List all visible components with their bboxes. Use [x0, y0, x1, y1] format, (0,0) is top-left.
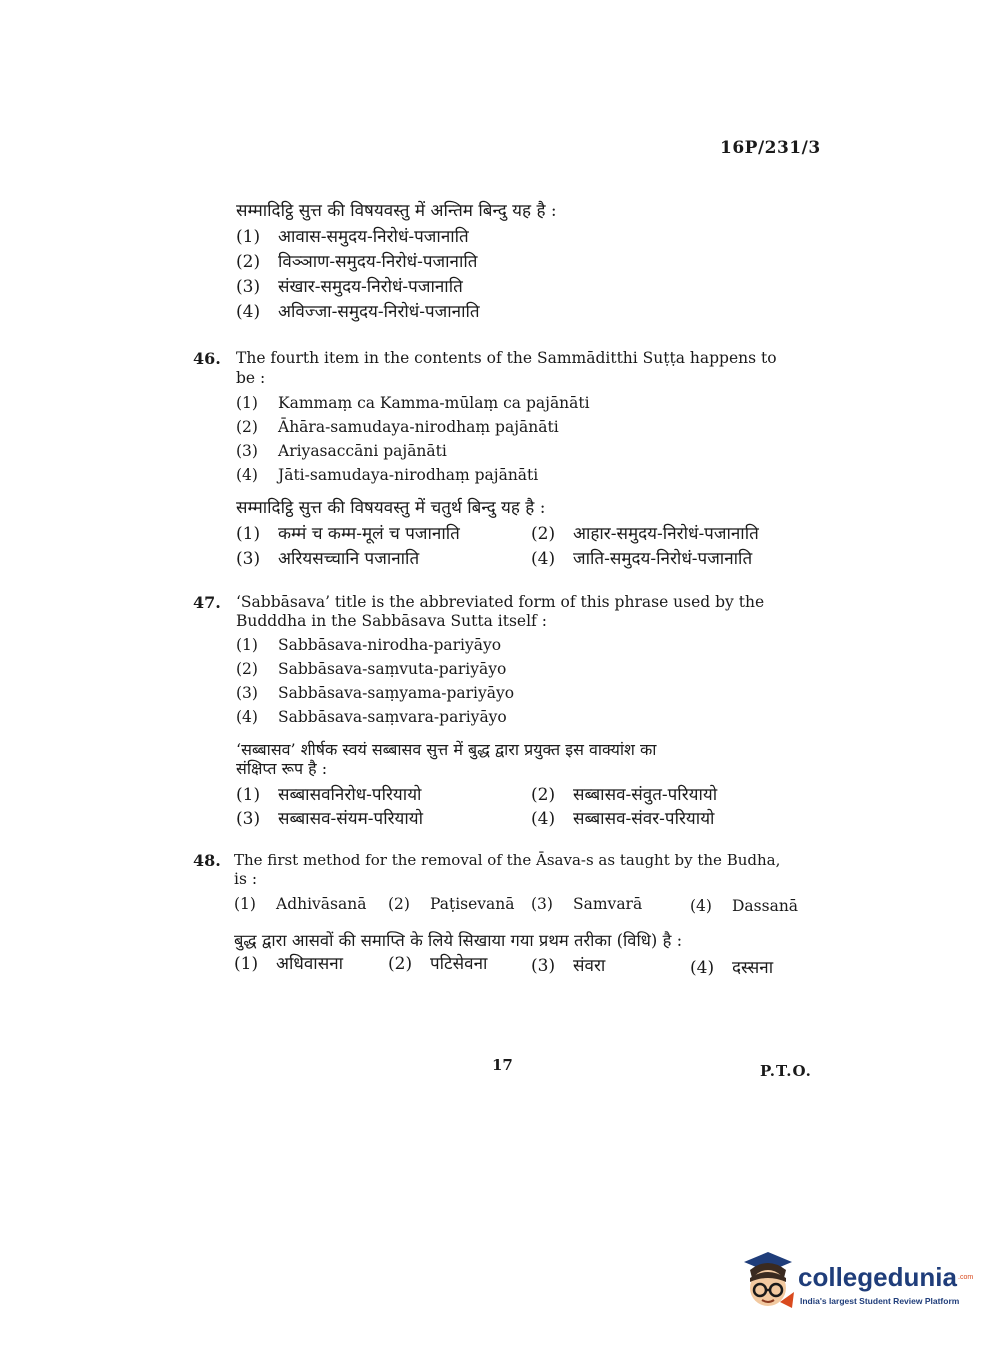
option-text: दस्सना: [732, 958, 774, 978]
q46-hindi-option-3: [236, 546, 419, 569]
option-text: Dassanā: [732, 897, 799, 915]
q46-option-4: [236, 466, 538, 484]
option-text: संखार-समुदय-निरोधं-पजानाति: [278, 277, 463, 297]
option-text: सब्बासव-संवर-परियायो: [573, 809, 715, 829]
q48-option-3: [531, 895, 642, 913]
option-text: संवरा: [573, 956, 606, 976]
q47-hindi-option-3: [236, 806, 423, 829]
option-number: (4): [236, 708, 258, 726]
option-number: (2): [236, 660, 258, 678]
q45-hindi-option-1: [236, 224, 469, 247]
q48-option-1: [234, 895, 366, 913]
option-number: (2): [388, 895, 410, 913]
q46-hindi-stem: सम्मादिट्ठि सुत्त की विषयवस्तु में चतुर्थ बिन्दु यह है :: [236, 498, 546, 518]
option-text: Ariyasaccāni pajānāti: [278, 442, 447, 460]
option-number: (2): [388, 954, 413, 974]
option-text: अविज्जा-समुदय-निरोधं-पजानाति: [278, 302, 480, 322]
option-number: (3): [531, 956, 556, 976]
option-text: Paṭisevanā: [430, 895, 515, 913]
option-number: (4): [236, 302, 261, 322]
question-text-line-2: Budddha in the Sabbāsava Sutta itself :: [236, 612, 547, 630]
option-number: (2): [531, 785, 556, 805]
option-number: (3): [236, 809, 261, 829]
q48-option-2: [388, 895, 515, 913]
q47-hindi-stem-line-1: ‘सब्बासव’ शीर्षक स्वयं सब्बासव सुत्त में बुद्ध द्वारा प्रयुक्त इस वाक्यांश का: [236, 740, 657, 759]
page-number: 17: [492, 1056, 513, 1074]
question-text-line-1: ‘Sabbāsava’ title is the abbreviated form of this phrase used by the: [236, 593, 765, 611]
option-text: Sabbāsava-saṃvara-pariyāyo: [278, 708, 507, 726]
question-text-line-1: The fourth item in the contents of the Sammāditthi Suṭṭa happens to: [236, 349, 777, 367]
q46-hindi-option-1: [236, 521, 460, 544]
q48-hindi-option-1: [234, 951, 343, 974]
option-number: (4): [531, 809, 556, 829]
option-text: सब्बासवनिरोध-परियायो: [278, 785, 422, 805]
option-number: (2): [236, 418, 258, 436]
option-number: (3): [236, 442, 258, 460]
option-text: Sabbāsava-saṃvuta-pariyāyo: [278, 660, 507, 678]
q46-hindi-option-4: [531, 546, 752, 569]
option-text: अरियसच्चानि पजानाति: [278, 549, 420, 569]
logo-tagline: India's largest Student Review Platform: [800, 1296, 960, 1306]
option-number: (1): [234, 895, 256, 913]
option-text: Adhivāsanā: [276, 895, 367, 913]
q47-hindi-option-2: [531, 782, 717, 805]
q45-hindi-option-3: [236, 274, 463, 297]
pto-label: P.T.O.: [760, 1062, 812, 1080]
option-number: (4): [236, 466, 258, 484]
q48-hindi-option-4: [690, 955, 773, 978]
q46-hindi-option-2: [531, 521, 759, 544]
logo-wordmark: collegedunia: [798, 1262, 957, 1292]
q47-hindi-option-4: [531, 806, 714, 829]
q47-option-2: [236, 660, 506, 678]
option-number: (1): [236, 394, 258, 412]
option-text: Jāti-samudaya-nirodhaṃ pajānāti: [278, 466, 539, 484]
option-number: (2): [236, 252, 261, 272]
q47-option-1: [236, 636, 501, 654]
option-text: Samvarā: [573, 895, 643, 913]
option-text: आहार-समुदय-निरोधं-पजानाति: [573, 524, 759, 544]
question-number: 48.: [193, 851, 221, 870]
option-number: (4): [690, 958, 715, 978]
option-text: विञ्ञाण-समुदय-निरोधं-पजानाति: [278, 252, 478, 272]
option-text: Sabbāsava-nirodha-pariyāyo: [278, 636, 502, 654]
option-text: Āhāra-samudaya-nirodhaṃ pajānāti: [278, 418, 559, 436]
q48-hindi-option-2: [388, 951, 487, 974]
option-number: (2): [531, 524, 556, 544]
q46-option-1: [236, 394, 590, 412]
option-text: सब्बासव-संवुत-परियायो: [573, 785, 718, 805]
q47-hindi-option-1: [236, 782, 421, 805]
option-number: (3): [236, 684, 258, 702]
q45-hindi-stem: सम्मादिट्ठि सुत्त की विषयवस्तु में अन्तिम बिन्दु यह है :: [236, 201, 557, 221]
option-text: Kammaṃ ca Kamma-mūlaṃ ca pajānāti: [278, 394, 590, 412]
q46-option-3: [236, 442, 447, 460]
question-number: 46.: [193, 349, 221, 368]
option-number: (4): [531, 549, 556, 569]
q47-option-3: [236, 684, 514, 702]
option-text: अधिवासना: [276, 954, 344, 974]
option-number: (1): [236, 785, 261, 805]
option-number: (3): [236, 549, 261, 569]
question-number: 47.: [193, 593, 221, 612]
mascot-icon: [740, 1248, 796, 1312]
option-number: (3): [531, 895, 553, 913]
question-text-line-2: is :: [234, 870, 258, 888]
option-number: (1): [236, 636, 258, 654]
q48-hindi-option-3: [531, 953, 605, 976]
paper-code: 16P/231/3: [720, 138, 821, 158]
option-text: कम्मं च कम्म-मूलं च पजानाति: [278, 524, 460, 544]
q45-hindi-option-4: [236, 299, 480, 322]
option-number: (1): [234, 954, 259, 974]
q48-hindi-stem: बुद्ध द्वारा आसवों की समाप्ति के लिये सिखाया गया प्रथम तरीका (विधि) है :: [234, 931, 683, 950]
q46-option-2: [236, 418, 559, 436]
q45-hindi-option-2: [236, 249, 477, 272]
option-text: Sabbāsava-saṃyama-pariyāyo: [278, 684, 515, 702]
option-text: जाति-समुदय-निरोधं-पजानाति: [573, 549, 753, 569]
logo-suffix: .com: [958, 1274, 974, 1281]
option-number: (3): [236, 277, 261, 297]
option-text: आवास-समुदय-निरोधं-पजानाति: [278, 227, 469, 247]
collegedunia-logo: [740, 1248, 974, 1318]
option-text: सब्बासव-संयम-परियायो: [278, 809, 424, 829]
q48-option-4: [690, 897, 798, 915]
option-number: (1): [236, 227, 261, 247]
q47-hindi-stem-line-2: संक्षिप्त रूप है :: [236, 759, 328, 778]
option-number: (1): [236, 524, 261, 544]
option-text: पटिसेवना: [430, 954, 488, 974]
q47-option-4: [236, 708, 507, 726]
question-text-line-1: The first method for the removal of the Āsava-s as taught by the Budha,: [234, 851, 781, 869]
option-number: (4): [690, 897, 712, 915]
question-text-line-2: be :: [236, 369, 266, 387]
